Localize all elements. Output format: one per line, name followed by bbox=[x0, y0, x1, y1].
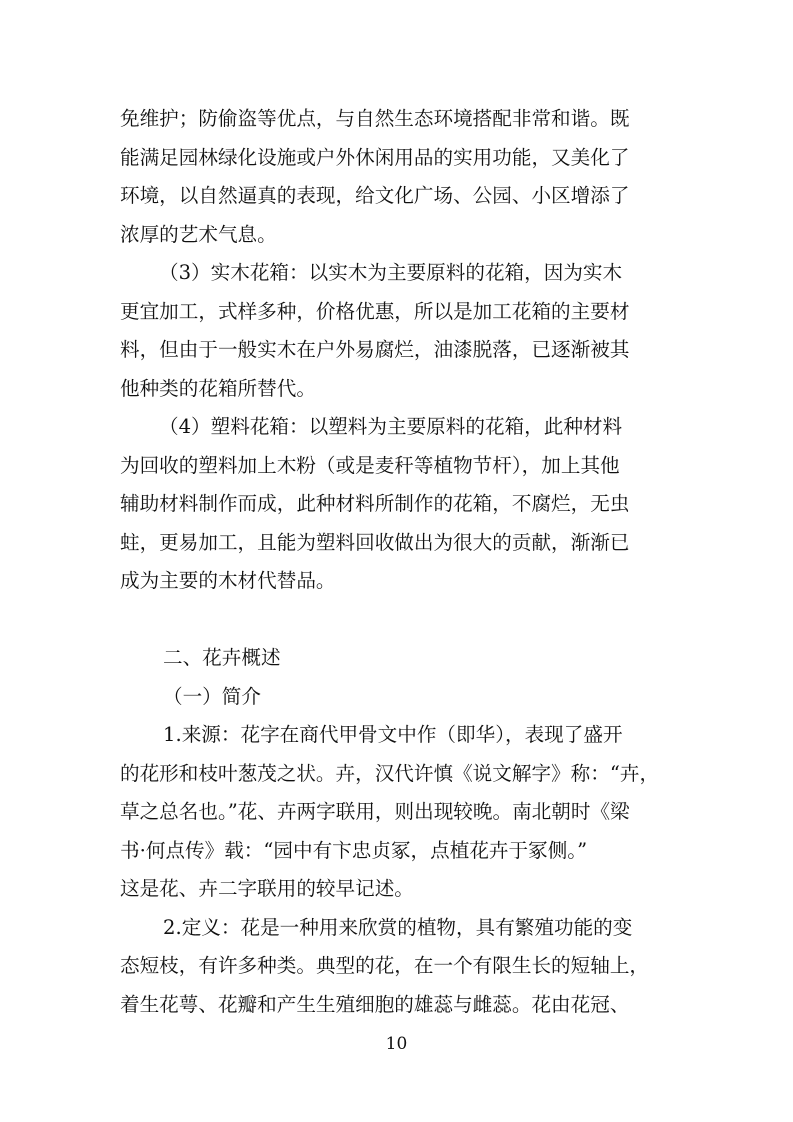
page-number: 10 bbox=[385, 1034, 408, 1054]
text-line: 免维护；防偷盗等优点，与自然生态环境搭配非常和谐。既 bbox=[120, 107, 630, 130]
text-line: 更宜加工，式样多种，价格优惠，所以是加工花箱的主要材 bbox=[120, 299, 630, 323]
text-line: 浓厚的艺术气息。 bbox=[120, 222, 277, 246]
text-line: 态短枝，有许多种类。典型的花，在一个有限生长的短轴上， bbox=[120, 954, 650, 977]
body-text bbox=[120, 100, 676, 1024]
text-line: 1.来源：花字在商代甲骨文中作（即华），表现了盛开 bbox=[163, 723, 623, 746]
text-line: 为回收的塑料加上木粉（或是麦秆等植物节杆），加上其他 bbox=[120, 453, 620, 477]
text-line: 他种类的花箱所替代。 bbox=[120, 376, 316, 400]
text-line: 成为主要的木材代替品。 bbox=[120, 569, 336, 592]
text-line: 2.定义：花是一种用来欣赏的植物，具有繁殖功能的变 bbox=[163, 915, 633, 939]
text-line: 书·何点传》载：“园中有卞忠贞冢，点植花卉于冢侧。” bbox=[120, 838, 588, 862]
text-line: 料，但由于一般实木在户外易腐烂，油漆脱落，已逐渐被其 bbox=[120, 338, 630, 361]
text-line: 着生花萼、花瓣和产生生殖细胞的雄蕊与雌蕊。花由花冠、 bbox=[120, 992, 630, 1016]
text-line: 的花形和枝叶葱茂之状。卉，汉代许慎《说文解字》称：“卉， bbox=[120, 761, 660, 785]
text-line: （4）塑料花箱：以塑料为主要原料的花箱，此种材料 bbox=[159, 415, 623, 438]
text-line: 草之总名也。”花、卉两字联用，则出现较晚。南北朝时《梁 bbox=[120, 800, 630, 823]
subsection-heading: （一）简介 bbox=[163, 684, 261, 708]
text-line: 辅助材料制作而成，此种材料所制作的花箱，不腐烂，无虫 bbox=[120, 492, 630, 515]
text-line: 能满足园林绿化设施或户外休闲用品的实用功能，又美化了 bbox=[120, 145, 630, 169]
text-line: 环境，以自然逼真的表现，给文化广场、公园、小区增添了 bbox=[120, 184, 630, 207]
section-heading: 二、花卉概述 bbox=[163, 646, 281, 669]
text-line: （3）实木花箱：以实木为主要原料的花箱，因为实木 bbox=[159, 261, 623, 284]
blank-line bbox=[120, 601, 676, 640]
text-line: 蛀，更易加工，且能为塑料回收做出为很大的贡献，渐渐已 bbox=[120, 530, 630, 554]
text-line: 这是花、卉二字联用的较早记述。 bbox=[120, 877, 414, 900]
